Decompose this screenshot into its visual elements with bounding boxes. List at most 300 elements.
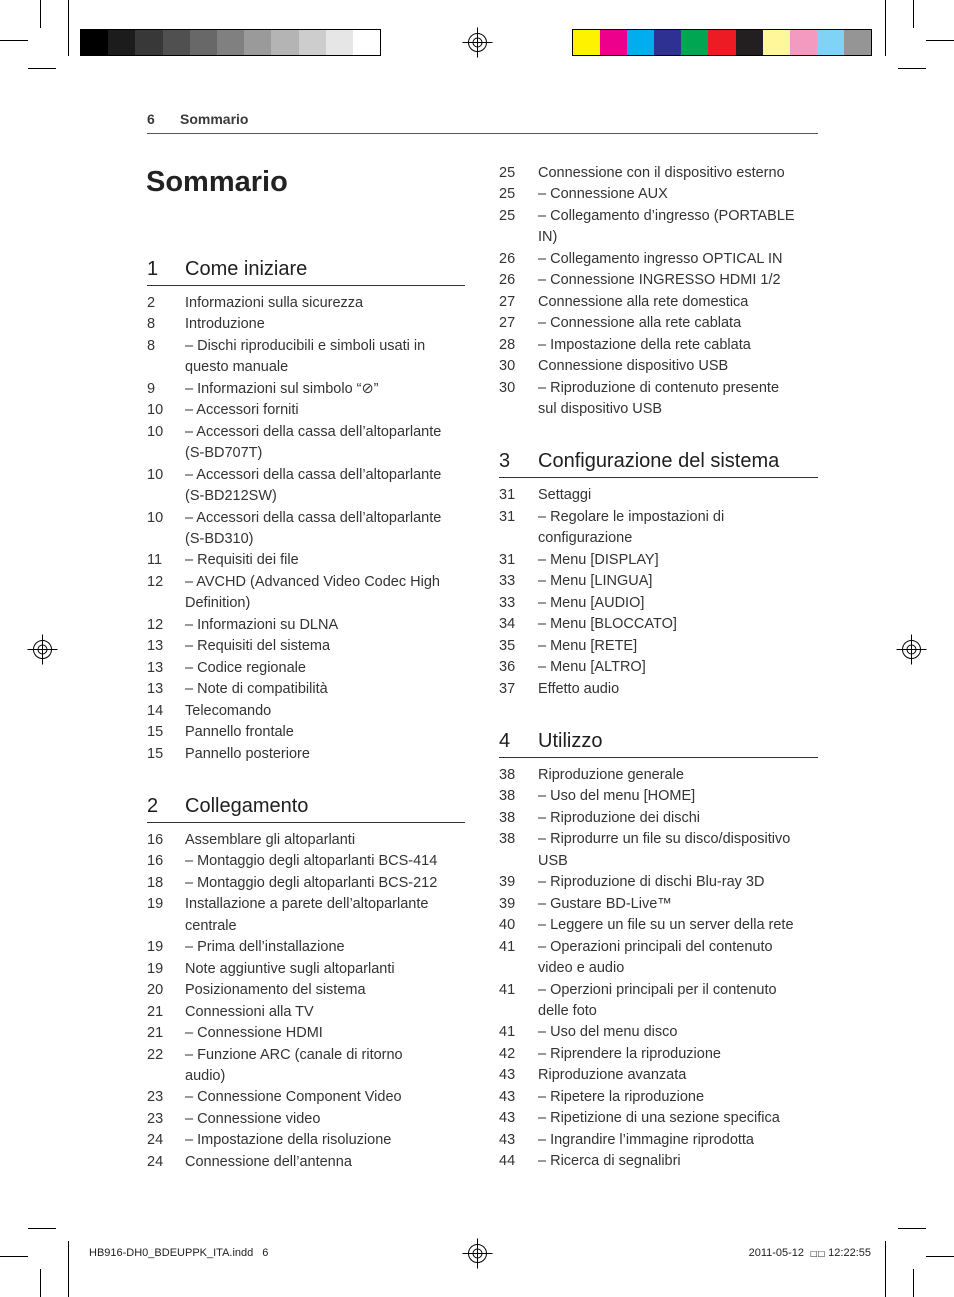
toc-entry-line: Assemblare gli altoparlanti xyxy=(185,831,356,848)
toc-entry xyxy=(499,636,818,657)
toc-entry-page-number: 41 xyxy=(499,938,516,955)
toc-entry-line: Introduzione xyxy=(185,316,265,333)
grayscale-patch xyxy=(353,30,380,55)
toc-entry-line: Settaggi xyxy=(538,487,592,504)
toc-entry-page-number: 31 xyxy=(499,487,516,504)
toc-entry-line: – Connessione Component Video xyxy=(185,1089,402,1106)
toc-entry-line: – Riproduzione dei dischi xyxy=(538,809,701,826)
toc-entry xyxy=(147,293,465,314)
toc-entry-title xyxy=(538,593,818,614)
toc-entry-line: – Collegamento d’ingresso (PORTABLE xyxy=(538,207,795,224)
toc-entry xyxy=(147,465,465,508)
toc-entry-title xyxy=(185,636,465,657)
toc-entry-line: – Requisiti dei file xyxy=(185,552,299,569)
toc-entries xyxy=(499,485,818,700)
toc-entry-page-number: 31 xyxy=(499,551,516,568)
toc-entry-line: – Accessori della cassa dell’altoparlante xyxy=(185,423,442,440)
toc-entry xyxy=(147,894,465,937)
toc-entry xyxy=(147,744,465,765)
toc-entry-page-number: 27 xyxy=(499,315,516,332)
running-head-rule xyxy=(147,133,818,134)
toc-entry-line: – Prima dell’installazione xyxy=(185,939,345,956)
color-patch xyxy=(708,30,735,55)
toc-entry-title xyxy=(185,1152,465,1173)
toc-entry xyxy=(147,422,465,465)
toc-entry-line: – AVCHD (Advanced Video Codec High xyxy=(185,573,440,590)
toc-entry xyxy=(147,1109,465,1130)
toc-entry-line: – Ingrandire l’immagine riprodotta xyxy=(538,1131,754,1148)
color-patch xyxy=(627,30,654,55)
section-number: 2 xyxy=(147,794,159,817)
toc-entry xyxy=(147,1152,465,1173)
running-head-title: Sommario xyxy=(180,111,249,127)
toc-entry-line: – Operzioni principali per il contenuto xyxy=(538,981,777,998)
toc-entry-title xyxy=(538,1108,818,1129)
toc-entry-line: – Uso del menu [HOME] xyxy=(538,788,696,805)
toc-entry-title xyxy=(185,658,465,679)
toc-entry-line: Effetto audio xyxy=(538,680,620,697)
toc-entry-line: – Connessione video xyxy=(185,1110,321,1127)
toc-entry-line: – Menu [ALTRO] xyxy=(538,659,646,676)
toc-entry-line: Pannello frontale xyxy=(185,724,294,741)
toc-entry-title xyxy=(538,1044,818,1065)
toc-entry-title xyxy=(185,701,465,722)
toc-entry-title xyxy=(538,270,818,291)
toc-entry xyxy=(147,508,465,551)
toc-entry-page-number: 13 xyxy=(147,681,164,698)
toc-entry xyxy=(147,379,465,400)
toc-entry-title xyxy=(538,184,818,205)
toc-entry-line: Note aggiuntive sugli altoparlanti xyxy=(185,960,395,977)
toc-entry xyxy=(499,335,818,356)
toc-entry xyxy=(499,1151,818,1172)
toc-entry-line: – Riprendere la riproduzione xyxy=(538,1045,721,1062)
section-title: Come iniziare xyxy=(185,258,308,280)
toc-entry-line: – Connessione HDMI xyxy=(185,1025,323,1042)
toc-entry-title xyxy=(538,485,818,506)
toc-entry-line: Connessione dell’antenna xyxy=(185,1153,352,1170)
toc-entry-page-number: 10 xyxy=(147,402,164,419)
toc-entry xyxy=(147,980,465,1001)
toc-entry-line: – Riproduzione di contenuto presente xyxy=(538,379,780,396)
toc-entry xyxy=(147,615,465,636)
toc-entry-title xyxy=(185,572,465,615)
toc-entry xyxy=(499,1065,818,1086)
toc-entry-title xyxy=(185,1045,465,1088)
toc-entry-title xyxy=(185,336,465,379)
toc-entry-line: Definition) xyxy=(185,595,251,612)
toc-entry-title xyxy=(185,400,465,421)
toc-entry-page-number: 25 xyxy=(499,207,516,224)
toc-entry-title xyxy=(538,249,818,270)
toc-entry-page-number: 2 xyxy=(147,295,156,311)
toc-entry-line: – Leggere un file su un server della rete xyxy=(538,917,794,934)
toc-entry-page-number: 23 xyxy=(147,1089,164,1106)
toc-entry xyxy=(147,1130,465,1151)
toc-entry-page-number: 43 xyxy=(499,1067,516,1084)
toc-entry-page-number: 30 xyxy=(499,358,516,375)
toc-entry-page-number: 26 xyxy=(499,272,516,289)
registration-mark-bottom xyxy=(463,1239,493,1269)
toc-entry-line: Riproduzione generale xyxy=(538,766,684,783)
section-title: Collegamento xyxy=(185,794,309,817)
toc-entry xyxy=(147,400,465,421)
toc-entry-title xyxy=(538,335,818,356)
toc-entry xyxy=(499,1022,818,1043)
toc-entry-title xyxy=(538,829,818,872)
toc-entry xyxy=(499,614,818,635)
toc-entry-page-number: 43 xyxy=(499,1131,516,1148)
toc-entry-line: – Informazioni sul simbolo “⊘” xyxy=(185,380,379,397)
color-control-strip xyxy=(572,29,872,56)
toc-entry xyxy=(499,163,818,184)
toc-entry-title xyxy=(538,894,818,915)
toc-entry-title xyxy=(538,356,818,377)
toc-entry xyxy=(499,571,818,592)
toc-entry-line: – Accessori forniti xyxy=(185,402,299,419)
toc-entry xyxy=(499,872,818,893)
toc-entry-line: – Ricerca di segnalibri xyxy=(538,1153,681,1170)
toc-entry-page-number: 23 xyxy=(147,1110,164,1127)
toc-entry-line: – Riprodurre un file su disco/dispositivo xyxy=(538,831,791,848)
grayscale-patch xyxy=(108,30,135,55)
toc-entry-line: Connessioni alla TV xyxy=(185,1003,314,1020)
color-patch xyxy=(790,30,817,55)
toc-entry-title xyxy=(538,507,818,550)
toc-entry-line: – Regolare le impostazioni di xyxy=(538,508,725,525)
grayscale-patch xyxy=(271,30,298,55)
toc-entry xyxy=(147,1023,465,1044)
toc-entry-line: – Montaggio degli altoparlanti BCS-212 xyxy=(185,874,438,891)
toc-entry xyxy=(147,679,465,700)
registration-mark-left xyxy=(28,635,58,665)
toc-entry-line: IN) xyxy=(538,229,558,246)
toc-entry xyxy=(499,1108,818,1129)
toc-entry-line: delle foto xyxy=(538,1002,597,1019)
grayscale-patch xyxy=(217,30,244,55)
crop-marks-bottom-left xyxy=(0,1229,69,1297)
toc-entries xyxy=(147,293,465,765)
toc-entry xyxy=(499,507,818,550)
slug-date: 2011-05-12 xyxy=(748,1247,805,1259)
toc-entry-line: – Connessione INGRESSO HDMI 1/2 xyxy=(538,272,781,289)
toc-entry xyxy=(499,937,818,980)
toc-section-configurazione xyxy=(499,446,818,700)
toc-entry-line: – Accessori della cassa dell’altoparlante xyxy=(185,466,442,483)
toc-entry-title xyxy=(538,550,818,571)
toc-entry xyxy=(147,1002,465,1023)
toc-column-left xyxy=(147,254,465,1173)
toc-entry xyxy=(499,1130,818,1151)
toc-entry-line: – Operazioni principali del contenuto xyxy=(538,938,773,955)
toc-entry-page-number: 44 xyxy=(499,1153,516,1170)
toc-entry-page-number: 16 xyxy=(147,853,164,870)
toc-entry-page-number: 41 xyxy=(499,1024,516,1041)
toc-entry-line: (S-BD707T) xyxy=(185,445,263,462)
section-number: 1 xyxy=(147,258,159,280)
toc-entry-line: centrale xyxy=(185,917,237,934)
slug-page-number: 6 xyxy=(262,1247,269,1259)
color-patch xyxy=(654,30,681,55)
toc-entry-title xyxy=(185,679,465,700)
toc-entry-page-number: 10 xyxy=(147,466,164,483)
section-title: Configurazione del sistema xyxy=(538,450,780,473)
grayscale-control-strip xyxy=(80,29,381,56)
toc-entry-page-number: 42 xyxy=(499,1045,516,1062)
toc-entry-page-number: 39 xyxy=(499,895,516,912)
color-patch xyxy=(844,30,871,55)
toc-entry-page-number: 22 xyxy=(147,1046,164,1063)
toc-entry-line: – Impostazione della risoluzione xyxy=(185,1132,392,1149)
toc-entry-line: – Dischi riproducibili e simboli usati in xyxy=(185,337,426,354)
toc-entry xyxy=(147,722,465,743)
toc-entry-title xyxy=(538,292,818,313)
toc-entry-line: – Menu [AUDIO] xyxy=(538,594,645,611)
toc-entry-page-number: 36 xyxy=(499,659,516,676)
toc-entry-page-number: 20 xyxy=(147,982,164,999)
toc-entry-line: – Codice regionale xyxy=(185,659,306,676)
toc-entry-title xyxy=(185,830,465,851)
toc-entry-title xyxy=(185,465,465,508)
toc-entry-title xyxy=(538,1022,818,1043)
toc-entry xyxy=(147,1087,465,1108)
toc-entry-page-number: 38 xyxy=(499,809,516,826)
toc-entry-page-number: 15 xyxy=(147,745,164,762)
toc-entry-title xyxy=(538,808,818,829)
crop-marks-top-left xyxy=(0,0,69,69)
toc-entry-title xyxy=(538,614,818,635)
color-patch xyxy=(817,30,844,55)
grayscale-patch xyxy=(81,30,108,55)
toc-entry xyxy=(499,249,818,270)
toc-entry-title xyxy=(185,1087,465,1108)
toc-entry-line: – Ripetizione di una sezione specifica xyxy=(538,1110,780,1127)
toc-entry-title xyxy=(185,873,465,894)
toc-entry-line: – Montaggio degli altoparlanti BCS-414 xyxy=(185,853,438,870)
toc-entry-line: configurazione xyxy=(538,530,633,547)
toc-entry-page-number: 8 xyxy=(147,337,156,354)
grayscale-patch xyxy=(326,30,353,55)
toc-entry-title xyxy=(185,550,465,571)
toc-entry-line: Posizionamento del sistema xyxy=(185,982,366,999)
print-slug-timestamp xyxy=(749,1246,871,1261)
slug-period: □□ xyxy=(810,1249,826,1258)
crop-marks-top-right xyxy=(886,0,954,69)
toc-entry-page-number: 15 xyxy=(147,724,164,741)
toc-entry-page-number: 27 xyxy=(499,293,516,310)
toc-section-collegamento xyxy=(147,791,465,1173)
toc-entry-title xyxy=(185,744,465,765)
color-patch xyxy=(763,30,790,55)
toc-entry xyxy=(147,336,465,379)
toc-entry-title xyxy=(185,1023,465,1044)
toc-entry-title xyxy=(185,379,465,400)
toc-entry-page-number: 16 xyxy=(147,831,164,848)
toc-entry-title xyxy=(538,937,818,980)
toc-entry-line: Telecomando xyxy=(185,702,272,719)
toc-entry-title xyxy=(185,615,465,636)
toc-entry-page-number: 38 xyxy=(499,766,516,783)
toc-entry xyxy=(499,593,818,614)
toc-entry-page-number: 40 xyxy=(499,917,516,934)
toc-entry-page-number: 30 xyxy=(499,379,516,396)
toc-entry-line: – Accessori della cassa dell’altoparlante xyxy=(185,509,442,526)
toc-entry-title xyxy=(185,422,465,465)
toc-entry-page-number: 12 xyxy=(147,616,164,633)
toc-entry-line: – Impostazione della rete cablata xyxy=(538,336,751,353)
toc-entry-title xyxy=(538,163,818,184)
toc-entry xyxy=(499,915,818,936)
toc-entry xyxy=(499,1087,818,1108)
toc-entries xyxy=(147,830,465,1173)
registration-mark-top xyxy=(463,28,493,58)
toc-entry-title xyxy=(538,1130,818,1151)
grayscale-patch xyxy=(135,30,162,55)
toc-entry-title xyxy=(185,508,465,551)
toc-entry-line: Connessione alla rete domestica xyxy=(538,293,749,310)
toc-entry-page-number: 14 xyxy=(147,702,164,719)
toc-entries-continued xyxy=(499,163,818,420)
toc-entry-line: audio) xyxy=(185,1067,226,1084)
toc-entry-title xyxy=(538,206,818,249)
color-patch xyxy=(736,30,763,55)
print-slug-file xyxy=(89,1246,268,1260)
toc-section-come-iniziare xyxy=(147,254,465,765)
toc-entry xyxy=(147,572,465,615)
toc-entry-page-number: 28 xyxy=(499,336,516,353)
toc-entry xyxy=(147,658,465,679)
toc-entry-page-number: 21 xyxy=(147,1003,164,1020)
toc-entry-line: Riproduzione avanzata xyxy=(538,1067,687,1084)
toc-entry xyxy=(499,786,818,807)
toc-entry xyxy=(147,959,465,980)
toc-entry-page-number: 38 xyxy=(499,788,516,805)
toc-entry-page-number: 34 xyxy=(499,616,516,633)
toc-entry xyxy=(499,765,818,786)
registration-mark-right xyxy=(897,635,927,665)
toc-entry xyxy=(499,270,818,291)
toc-entry-line: – Menu [RETE] xyxy=(538,637,638,654)
toc-entry-page-number: 26 xyxy=(499,250,516,267)
grayscale-patch xyxy=(190,30,217,55)
toc-entry-page-number: 35 xyxy=(499,637,516,654)
toc-entry-page-number: 39 xyxy=(499,874,516,891)
toc-entry-line: – Uso del menu disco xyxy=(538,1024,678,1041)
toc-entry-line: Informazioni sulla sicurezza xyxy=(185,295,364,311)
section-heading xyxy=(147,791,465,823)
toc-entry-title xyxy=(185,937,465,958)
toc-entry-title xyxy=(538,313,818,334)
toc-entry-page-number: 38 xyxy=(499,831,516,848)
section-title: Utilizzo xyxy=(538,729,603,752)
toc-entry-page-number: 10 xyxy=(147,423,164,440)
toc-entry xyxy=(147,701,465,722)
slug-time: 12:22:55 xyxy=(828,1247,871,1259)
toc-entry-line: – Informazioni su DLNA xyxy=(185,616,339,633)
toc-entry-page-number: 24 xyxy=(147,1132,164,1149)
toc-entry xyxy=(499,550,818,571)
toc-entry-page-number: 37 xyxy=(499,680,516,697)
toc-entry-page-number: 9 xyxy=(147,380,156,397)
toc-column-right xyxy=(499,163,818,1173)
toc-entry-line: – Funzione ARC (canale di ritorno xyxy=(185,1046,403,1063)
toc-entry xyxy=(499,313,818,334)
toc-entry-page-number: 11 xyxy=(147,552,163,569)
toc-entry-page-number: 10 xyxy=(147,509,164,526)
section-number: 4 xyxy=(499,729,511,752)
toc-entry-title xyxy=(538,679,818,700)
toc-entry-line: questo manuale xyxy=(185,359,289,376)
toc-entry-title xyxy=(185,851,465,872)
color-patch xyxy=(681,30,708,55)
toc-entry-page-number: 31 xyxy=(499,508,516,525)
toc-entry xyxy=(147,314,465,335)
toc-entry-line: (S-BD310) xyxy=(185,530,254,547)
toc-entry-title xyxy=(538,915,818,936)
toc-entry-title xyxy=(538,378,818,421)
toc-entry-title xyxy=(538,765,818,786)
toc-entry-title xyxy=(538,657,818,678)
toc-entry-title xyxy=(185,293,465,314)
section-heading xyxy=(147,254,465,286)
toc-entry xyxy=(499,206,818,249)
toc-entry-title xyxy=(538,636,818,657)
toc-entry xyxy=(499,184,818,205)
toc-entry-title xyxy=(185,1109,465,1130)
running-head-page-number: 6 xyxy=(147,111,155,127)
toc-entry-line: Installazione a parete dell’altoparlante xyxy=(185,896,429,913)
toc-entry-page-number: 19 xyxy=(147,939,164,956)
toc-entry xyxy=(147,873,465,894)
toc-entry xyxy=(499,829,818,872)
toc-entry-page-number: 43 xyxy=(499,1110,516,1127)
grayscale-patch xyxy=(244,30,271,55)
toc-entry xyxy=(147,937,465,958)
toc-entry-title xyxy=(185,959,465,980)
toc-entry-page-number: 25 xyxy=(499,186,516,203)
toc-entry xyxy=(147,550,465,571)
toc-entry xyxy=(499,1044,818,1065)
section-number: 3 xyxy=(499,450,511,473)
toc-entry-title xyxy=(538,980,818,1023)
toc-entry-line: – Menu [BLOCCATO] xyxy=(538,616,677,633)
toc-entry-page-number: 19 xyxy=(147,960,164,977)
toc-entry-title xyxy=(538,872,818,893)
toc-entry-line: video e audio xyxy=(538,960,625,977)
grayscale-patch xyxy=(163,30,190,55)
toc-entry-line: Connessione con il dispositivo esterno xyxy=(538,165,785,181)
toc-entry xyxy=(499,485,818,506)
toc-entry-line: sul dispositivo USB xyxy=(538,400,663,417)
toc-entry-title xyxy=(185,1130,465,1151)
toc-entry-page-number: 41 xyxy=(499,981,516,998)
toc-entry-line: – Requisiti del sistema xyxy=(185,638,331,655)
toc-entry-title xyxy=(538,786,818,807)
toc-entry xyxy=(499,808,818,829)
toc-entry-title xyxy=(185,1002,465,1023)
toc-entry-title xyxy=(538,1065,818,1086)
crop-marks-bottom-right xyxy=(886,1229,954,1297)
toc-entry xyxy=(147,636,465,657)
toc-entry-line: Connessione dispositivo USB xyxy=(538,358,729,375)
toc-entry-line: – Menu [DISPLAY] xyxy=(538,551,659,568)
toc-entry-page-number: 13 xyxy=(147,638,164,655)
toc-entry-title xyxy=(538,1087,818,1108)
toc-entry-title xyxy=(185,894,465,937)
toc-entry xyxy=(499,980,818,1023)
page-title: Sommario xyxy=(146,166,288,198)
section-heading xyxy=(499,446,818,478)
